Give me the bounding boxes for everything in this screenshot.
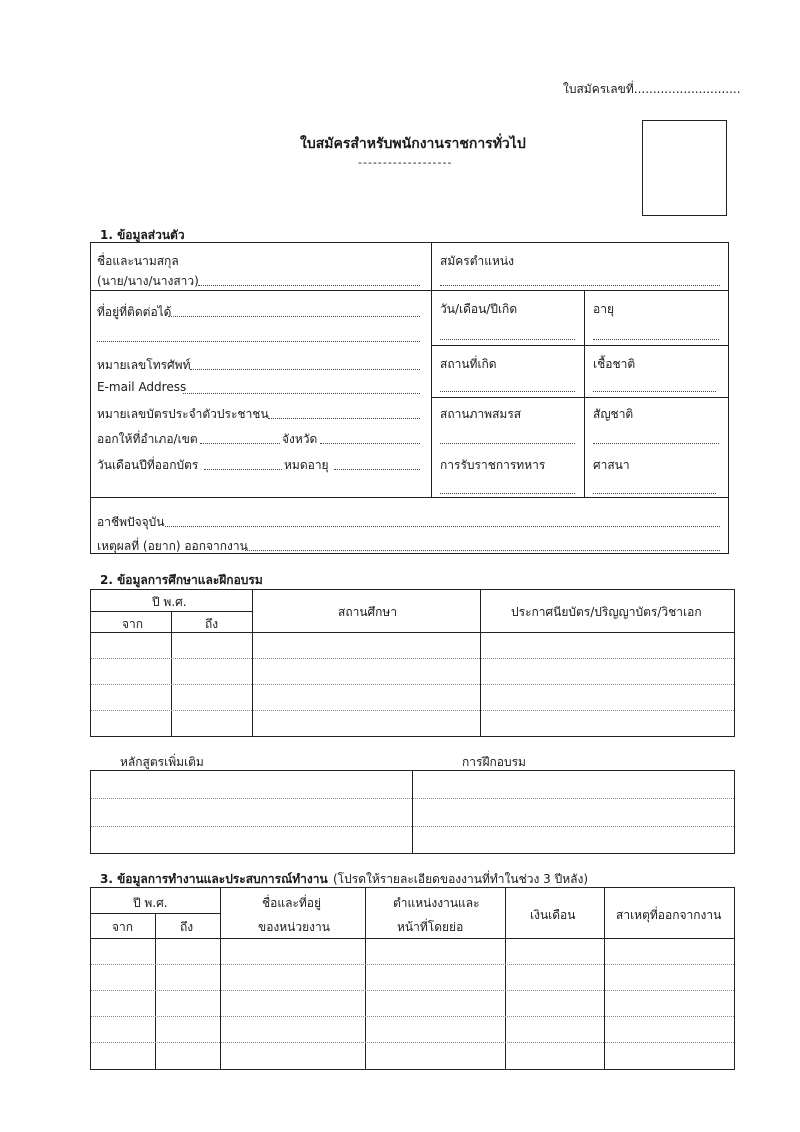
military-label: การรับราชการทหาร [440,458,546,472]
institution-label: สถานศึกษา [338,605,398,619]
work-position-label-2: หน้าที่โดยย่อ [397,920,464,934]
province-label: จังหวัด [282,432,318,446]
id-card-field[interactable] [268,417,420,419]
work-from-label: จาก [112,920,134,934]
email-field[interactable] [183,392,420,394]
occupation-label: อาชีพปัจจุบัน [97,515,165,529]
salary-label: เงินเดือน [530,908,576,922]
marital-label: สถานภาพสมรส [440,407,522,421]
position-label: สมัครตำแหน่ง [440,254,514,268]
birthplace-label: สถานที่เกิด [440,357,497,371]
military-field[interactable] [440,492,575,494]
expiry-field[interactable] [334,468,420,470]
leave-reason-label: สาเหตุที่ออกจากงาน [616,908,722,922]
edu-year-label: ปี พ.ศ. [152,595,187,609]
work-position-label-1: ตำแหน่งงานและ [393,896,480,910]
work-to-label: ถึง [180,920,194,934]
id-card-label: หมายเลขบัตรประจำตัวประชาชน [97,407,269,421]
name-prefix: (นาย/นาง/นางสาว) [97,274,199,288]
extra-course-label: หลักสูตรเพิ่มเติม [120,755,204,769]
religion-field[interactable] [593,492,716,494]
occupation-field[interactable] [165,525,720,527]
section2-heading: 2. ข้อมูลการศึกษาและฝึกอบรม [100,573,263,587]
position-field[interactable] [440,284,720,286]
edu-from-label: จาก [122,617,144,631]
org-label-2: ของหน่วยงาน [258,920,330,934]
ethnicity-label: เชื้อชาติ [593,357,636,371]
marital-field[interactable] [440,442,575,444]
address-label: ที่อยู่ที่ติดต่อได้ [97,305,172,319]
religion-label: ศาสนา [593,458,630,472]
section1-heading: 1. ข้อมูลส่วนตัว [100,228,185,242]
work-year-label: ปี พ.ศ. [133,896,168,910]
dob-field[interactable] [440,338,575,340]
issue-date-field[interactable] [204,468,282,470]
section3-heading: 3. ข้อมูลการทำงานและประสบการณ์ทำงาน [100,872,328,886]
org-label-1: ชื่อและที่อยู่ [262,896,322,910]
edu-to-label: ถึง [205,617,219,631]
nationality-label: สัญชาติ [593,407,634,421]
application-number: ใบสมัครเลขที่............................ [563,82,741,96]
training-label: การฝึกอบรม [462,755,526,769]
form-title: ใบสมัครสำหรับพนักงานราชการทั่วไป [300,136,526,152]
title-underline: ------------------- [358,156,453,169]
section3-note: (โปรดให้รายละเอียดของงานที่ทำในช่วง 3 ปีหลัง) [333,872,589,886]
dob-label: วัน/เดือน/ปีเกิด [440,302,518,316]
ethnicity-field[interactable] [593,390,716,392]
nationality-field[interactable] [593,442,719,444]
issue-date-label: วันเดือนปีที่ออกบัตร [97,458,199,472]
address-field[interactable] [168,315,420,317]
reason-field[interactable] [245,549,720,551]
expiry-label: หมดอายุ [284,458,329,472]
address-field-2[interactable] [97,340,420,342]
issued-at-field[interactable] [200,442,280,444]
reason-label: เหตุผลที่ (อยาก) ออกจากงาน [97,539,248,553]
name-label: ชื่อและนามสกุล [97,254,179,268]
birthplace-field[interactable] [440,390,575,392]
photo-box [642,120,727,216]
age-field[interactable] [593,338,719,340]
age-label: อายุ [593,302,614,316]
phone-label: หมายเลขโทรศัพท์ [97,358,191,372]
phone-field[interactable] [190,368,420,370]
name-field[interactable] [198,284,420,286]
province-field[interactable] [320,442,420,444]
degree-label: ประกาศนียบัตร/ปริญญาบัตร/วิชาเอก [511,605,702,619]
issued-at-label: ออกให้ที่อำเภอ/เขต [97,432,198,446]
email-label: E-mail Address [97,380,187,394]
